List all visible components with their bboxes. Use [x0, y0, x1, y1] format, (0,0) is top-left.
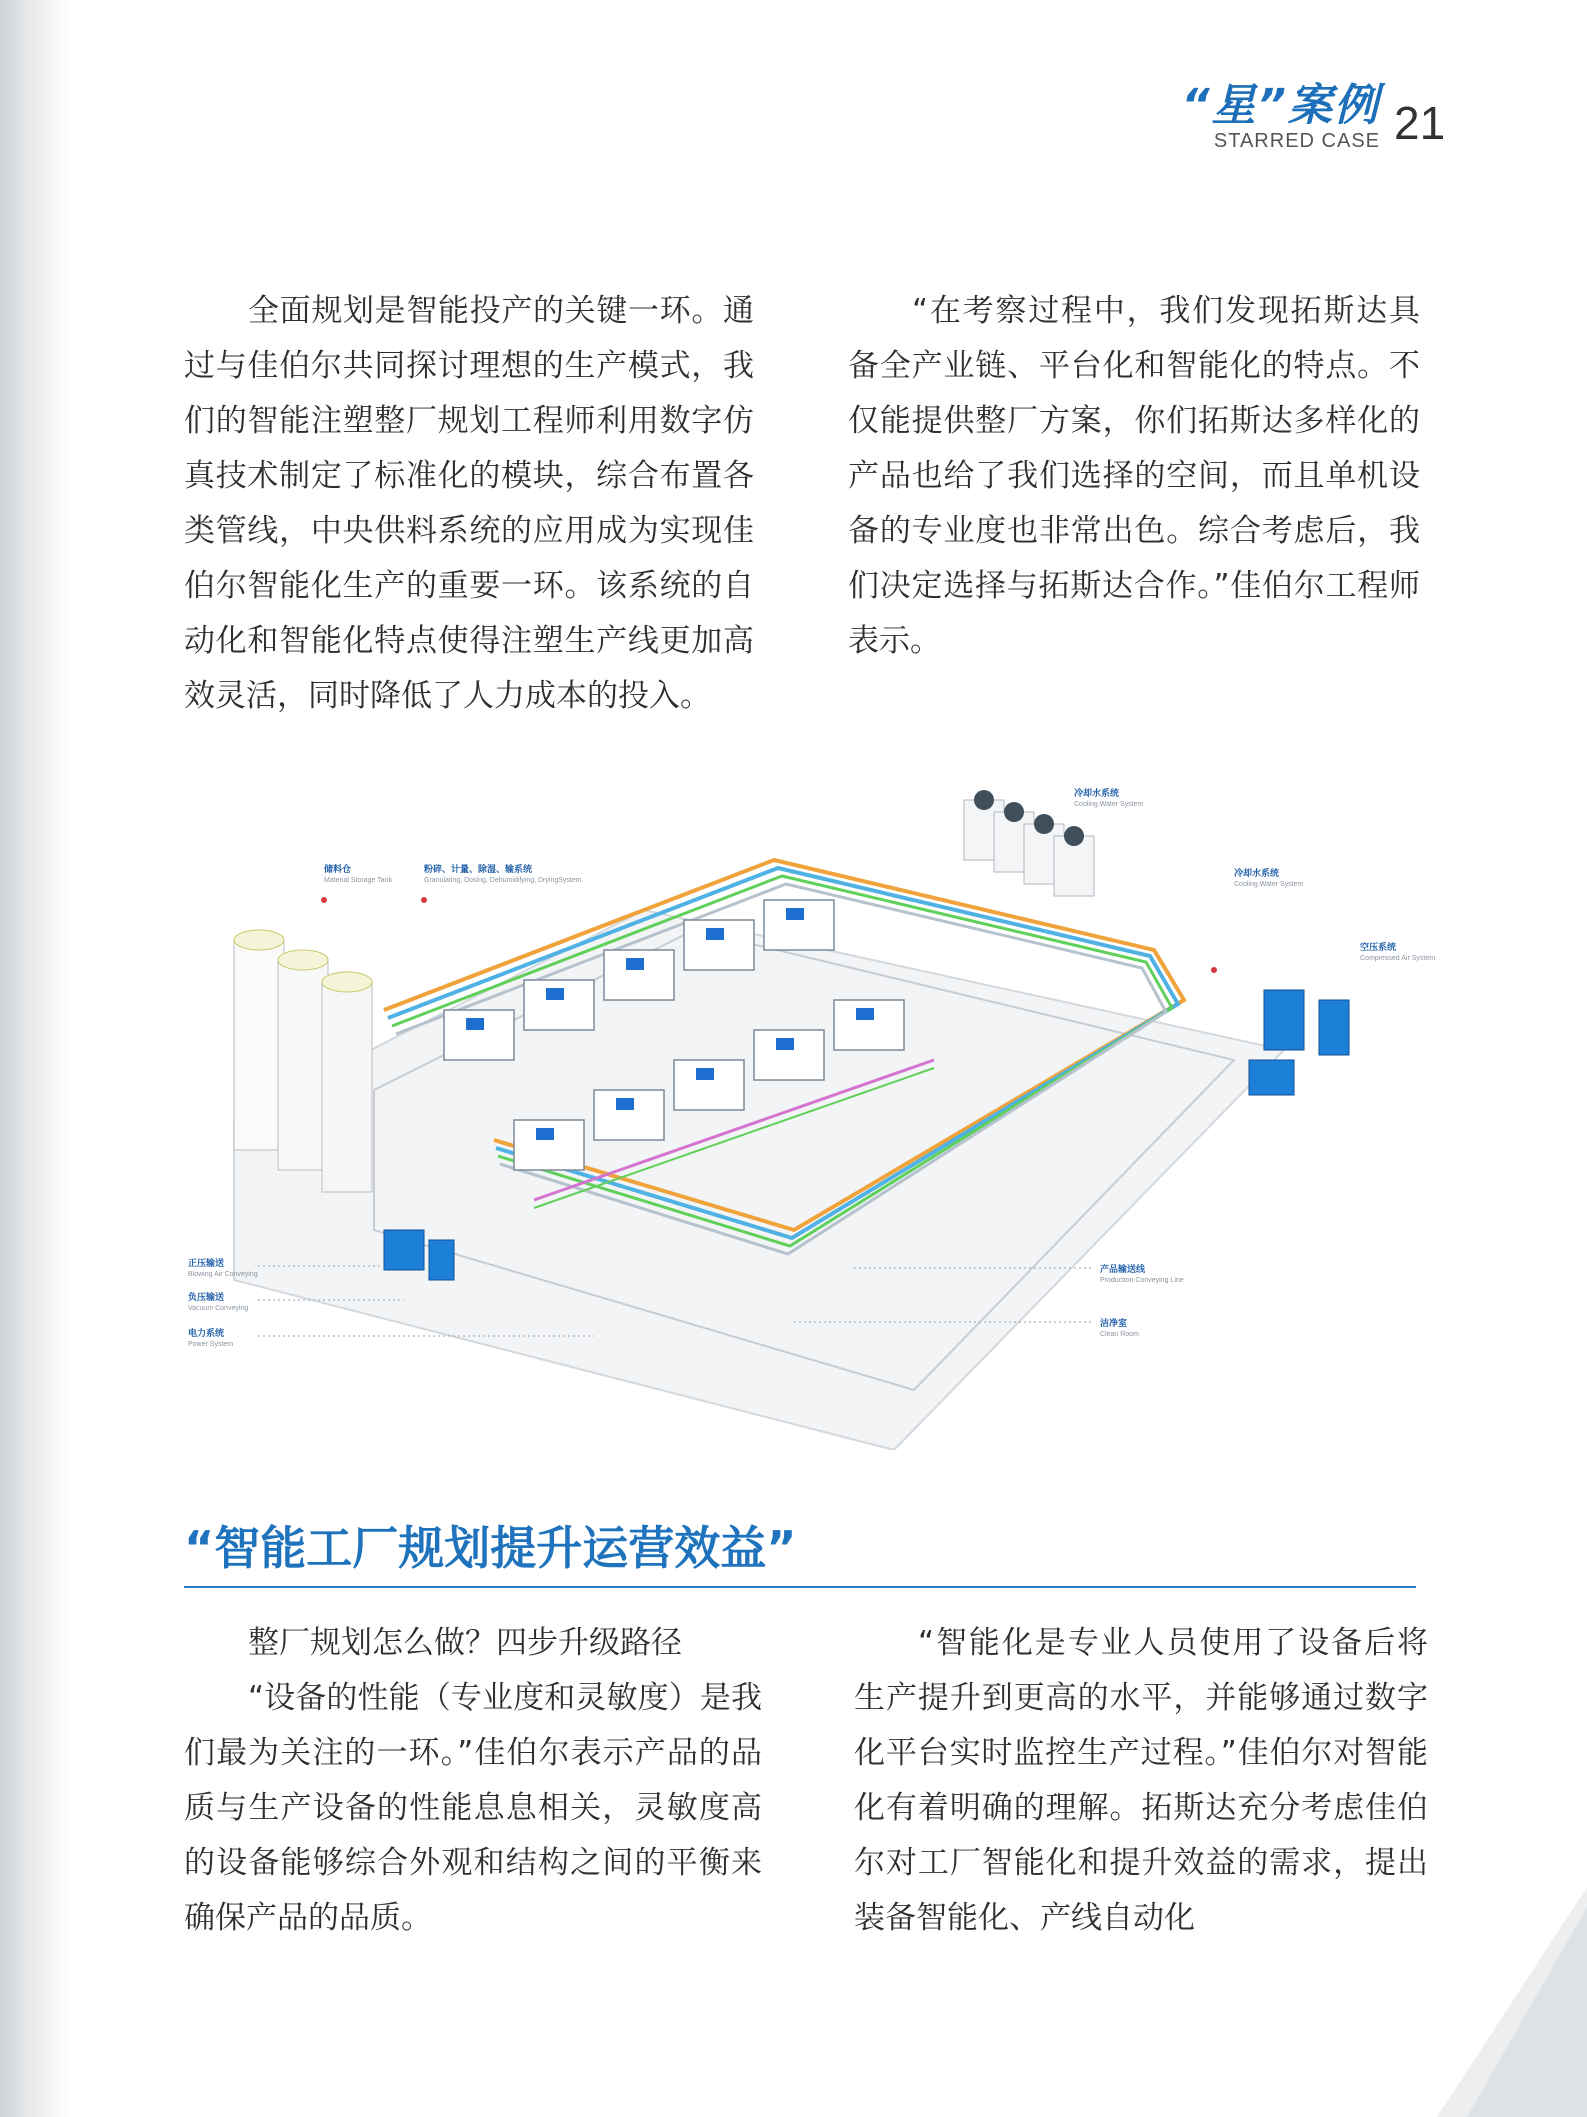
diagram-label-cn: 洁净室 — [1100, 1319, 1128, 1329]
diagram-label-en: Granulating, Dosing, Dehumidifying, DryingSystem — [424, 877, 582, 884]
paragraph: “智能化是专业人员使用了设备后将生产提升到更高的水平，并能够通过数字化平台实时监控生产过程。”佳伯尔对智能化有着明确的理解。拓斯达充分考虑佳伯尔对工厂智能化和提升效益的需求，提出装备智能化、产线自动化 — [854, 1625, 1428, 1936]
diagram-label-cn: 储料仓 — [324, 865, 352, 875]
diagram-label-en: Blowing Air Conveying — [188, 1271, 258, 1278]
paragraph: “设备的性能（专业度和灵敏度）是我们最为关注的一环。”佳伯尔表示产品的品质与生产设备的性能息息相关，灵敏度高的设备能够综合外观和结构之间的平衡来确保产品的品质。 — [184, 1680, 762, 1936]
diagram-label-en: Production Conveying Line — [1100, 1277, 1184, 1284]
diagram-label-en: Cooling Water System — [1074, 801, 1144, 808]
diagram-label-cn: 冷却水系统 — [1074, 789, 1120, 799]
diagram-label-en: Material Storage Tank — [324, 877, 392, 884]
section-brand — [1160, 80, 1380, 153]
diagram-label-cn: 产品输送线 — [1100, 1265, 1146, 1275]
article-column-bottom-right — [854, 1616, 1428, 1946]
book-spine-shadow — [0, 0, 70, 2117]
article-column-bottom-left — [184, 1616, 762, 1946]
intro-paragraph: 整厂规划怎么做？四步升级路径 — [248, 1625, 682, 1661]
article-column-top-left — [184, 284, 754, 760]
page-curl-shadow — [1437, 1887, 1587, 2117]
paragraph: “在考察过程中，我们发现拓斯达具备全产业链、平台化和智能化的特点。不仅能提供整厂方案，你们拓斯达多样化的产品也给了我们选择的空间，而且单机设备的专业度也非常出色。综合考虑后，我们决定选择与拓斯达合作。”佳伯尔工程师表示。 — [848, 293, 1420, 659]
diagram-label-en: Compressed Air System — [1360, 955, 1436, 962]
diagram-label-cn: 正压输送 — [188, 1259, 225, 1269]
page-number: 21 — [1394, 97, 1446, 149]
brand-subtitle: STARRED CASE — [1213, 130, 1380, 152]
paragraph: 全面规划是智能投产的关键一环。通过与佳伯尔共同探讨理想的生产模式，我们的智能注塑整厂规划工程师利用数字仿真技术制定了标准化的模块，综合布置各类管线，中央供料系统的应用成为实现佳伯尔智能化生产的重要一环。该系统的自动化和智能化特点使得注塑生产线更加高效灵活，同时降低了人力成本的投入。 — [184, 293, 754, 714]
factory-illustration — [174, 760, 1464, 1450]
section-divider — [184, 1586, 1416, 1588]
diagram-label-cn: 粉碎、计量、除湿、输系统 — [424, 865, 533, 875]
diagram-label-cn: 冷却水系统 — [1234, 869, 1280, 879]
diagram-label-en: Cooling Water System — [1234, 881, 1304, 888]
diagram-label-cn: 空压系统 — [1360, 943, 1397, 953]
diagram-label-en: Vacuum Conveying — [188, 1305, 249, 1312]
section-heading: “智能工厂规划提升运营效益” — [184, 1521, 797, 1575]
brand-title: “星”案例 — [1181, 80, 1380, 131]
diagram-label-cn: 电力系统 — [188, 1329, 225, 1339]
article-column-top-right — [848, 284, 1420, 669]
diagram-label-cn: 负压输送 — [188, 1293, 225, 1303]
diagram-label-en: Clean Room — [1100, 1331, 1139, 1338]
diagram-label-en: Power System — [188, 1341, 234, 1348]
factory-layout-diagram — [174, 760, 1464, 1450]
